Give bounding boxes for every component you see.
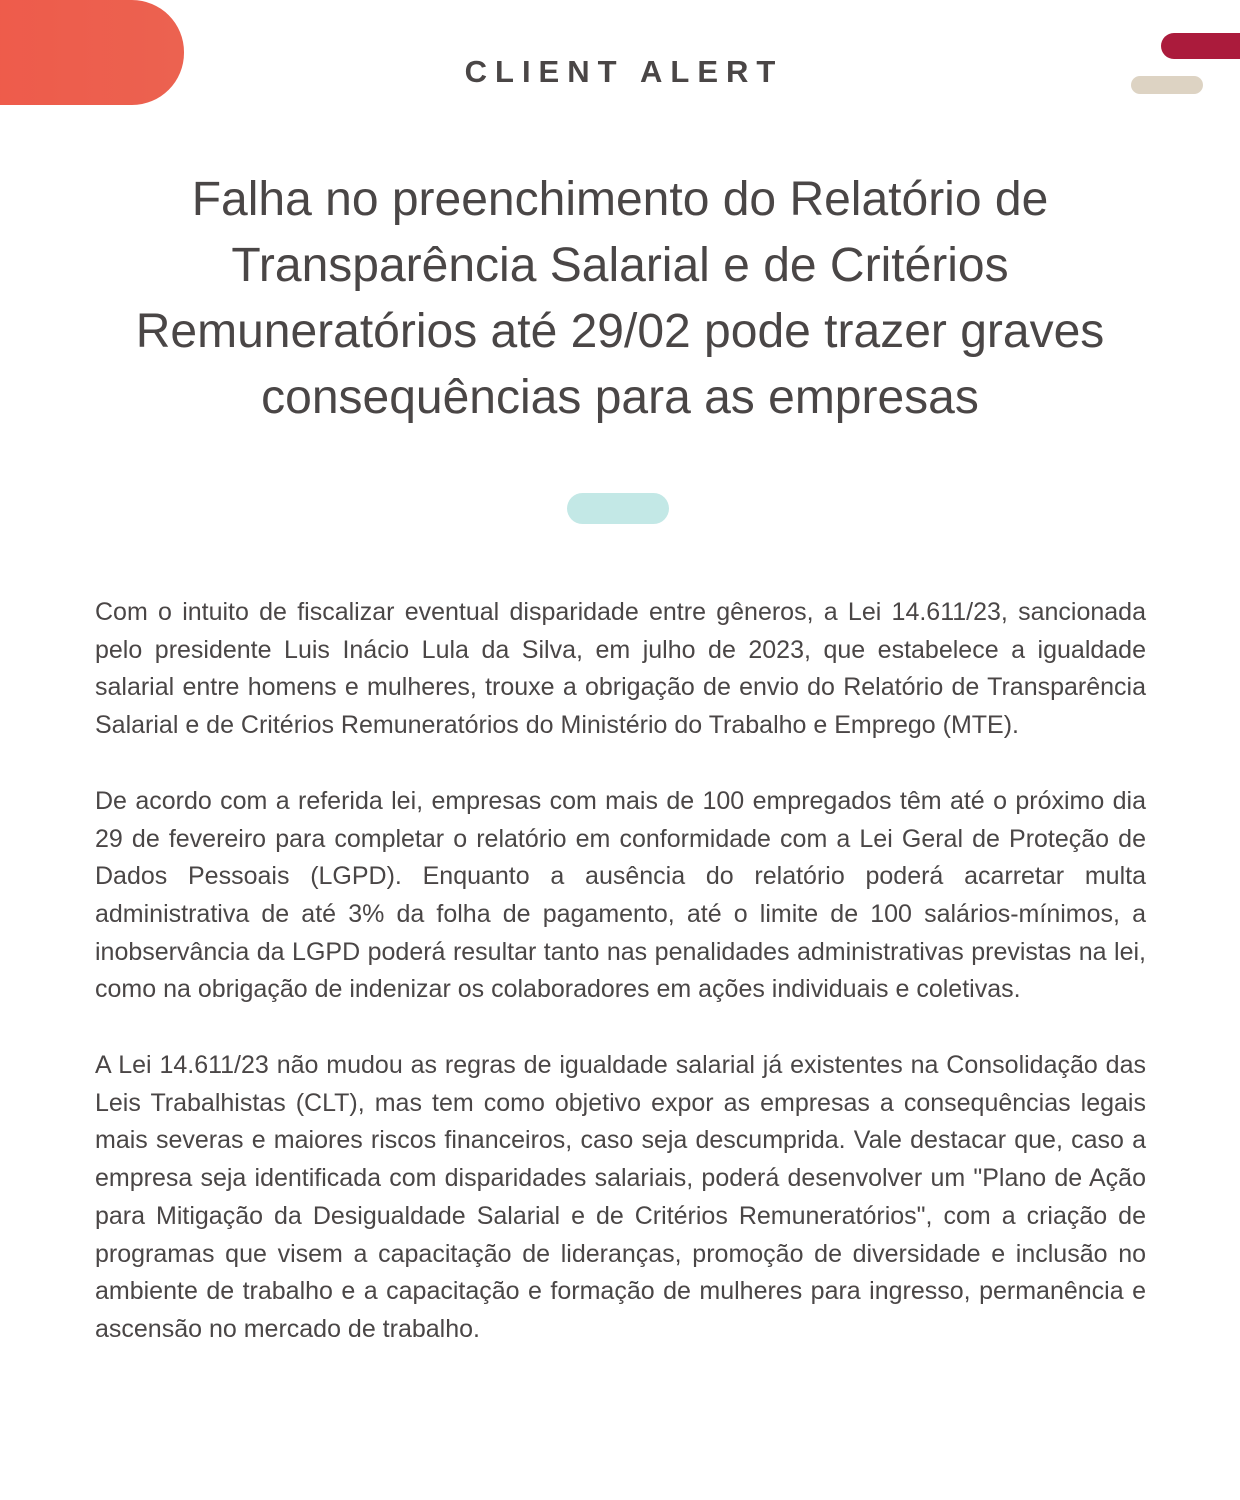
paragraph: Com o intuito de fiscalizar eventual disparidade entre gêneros, a Lei 14.611/23, sancionada pelo presidente Luis Inácio Lula da Silva, em julho de 2023, que estabelece a igualdade salarial entre homens e mulheres, trouxe a obrigação de envio do Relatório de Transparência Salarial e de Critérios Remuneratórios do Ministério do Trabalho e Emprego (MTE).: [95, 598, 1146, 740]
paragraph: A Lei 14.611/23 não mudou as regras de igualdade salarial já existentes na Consolidação das Leis Trabalhistas (CLT), mas tem como objetivo expor as empresas a consequências legais mais severas e maiores riscos financeiros, caso seja descumprida. Vale destacar que, caso a empresa seja identificada com disparidades salariais, poderá desenvolver um "Plano de Ação para Mitigação da Desigualdade Salarial e de Critérios Remuneratórios", com a criação de programas que visem a capacitação de lideranças, promoção de diversidade e inclusão no ambiente de trabalho e a capacitação e formação de mulheres para ingresso, permanência e ascensão no mercado de trabalho.: [95, 1051, 1146, 1343]
client-alert-label: CLIENT ALERT: [464, 54, 784, 89]
page-title: Falha no preenchimento do Relatório de Transparência Salarial e de Critérios Remuneratórios até 29/02 pode trazer graves consequências para as empresas: [135, 173, 1105, 424]
section-divider: [567, 493, 669, 524]
article-body: [95, 594, 1146, 1387]
paragraph: De acordo com a referida lei, empresas com mais de 100 empregados têm até o próximo dia 29 de fevereiro para completar o relatório em conformidade com a Lei Geral de Proteção de Dados Pessoais (LGPD). Enquanto a ausência do relatório poderá acarretar multa administrativa de até 3% da folha de pagamento, até o limite de 100 salários-mínimos, a inobservância da LGPD poderá resultar tanto nas penalidades administrativas previstas na lei, como na obrigação de indenizar os colaboradores em ações individuais e coletivas.: [95, 786, 1146, 1004]
